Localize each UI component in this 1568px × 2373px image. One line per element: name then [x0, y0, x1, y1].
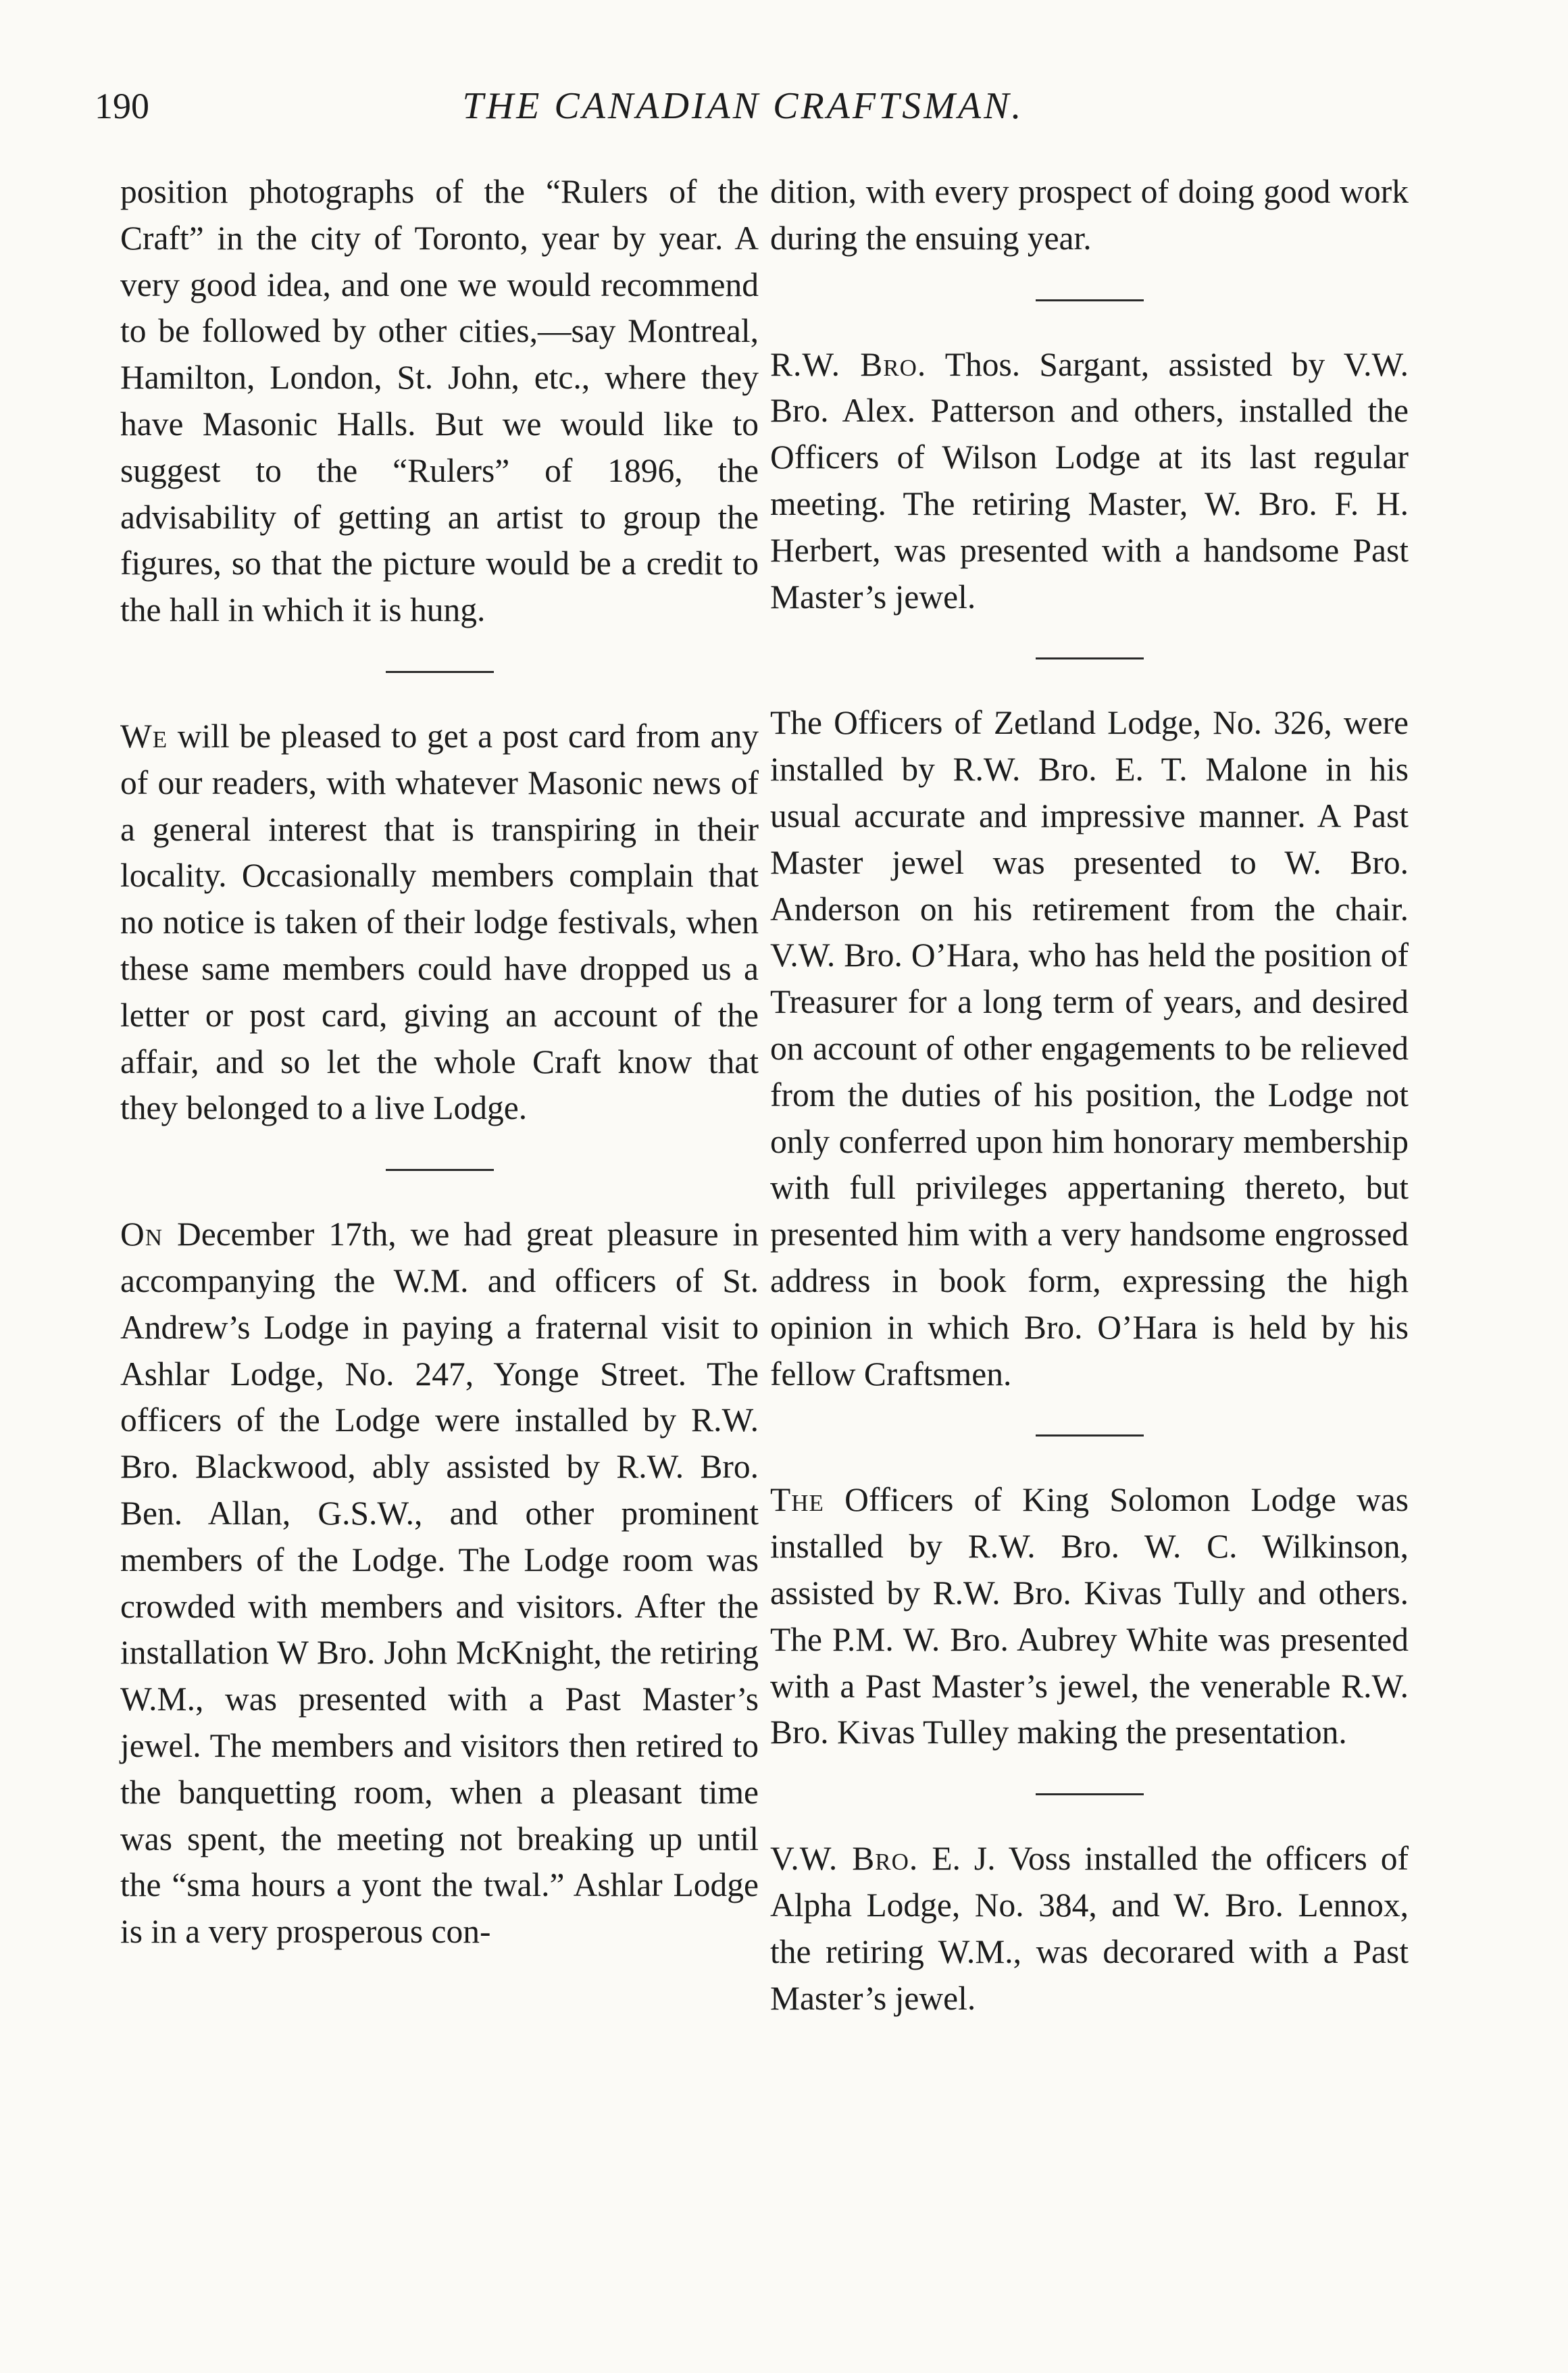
paragraph-ashlar-continued: dition, with every prospect of doing good work during the ensuing year. [770, 173, 1409, 257]
paragraph-lead-word: On [120, 1216, 163, 1253]
paragraph-lead-word: We [120, 717, 168, 755]
section-divider [386, 671, 494, 673]
paragraph-text: will be pleased to get a post card from any of our readers, with whatever Masonic news of a general interest that is transpiring in their locality. Occasionally members complain that no notice is taken of their lodge festivals, when these same members could have dropped us a letter or post card, giving an account of the affair, and so let the whole Craft know that they belonged to a live Lodge. [120, 717, 759, 1127]
paragraph-wilson-lodge [770, 342, 1409, 621]
paragraph-lead-word: R.W. Bro. [770, 345, 927, 383]
running-title: THE CANADIAN CRAFTSMAN. [462, 85, 1024, 127]
paragraph-post-card [120, 714, 759, 1132]
page-number: 190 [95, 86, 149, 126]
paragraph-lead-word: The [770, 1481, 824, 1519]
paragraph-alpha-lodge [770, 1836, 1409, 2022]
left-column [120, 169, 759, 1955]
page-header [95, 76, 1392, 136]
paragraph-ashlar-lodge [120, 1212, 759, 1955]
right-column [770, 169, 1409, 2022]
paragraph-lead-word: V.W. Bro. [770, 1840, 919, 1878]
paragraph-text: Officers of King Solomon Lodge was installed by R.W. Bro. W. C. Wilkinson, assisted by R.W. Bro. Kivas Tully and others. The P.M. W. Bro. Aubrey White was presented with a Past Master’s jewel, the venerable R.W. Bro. Kivas Tulley making the presentation. [770, 1481, 1409, 1751]
paragraph-text: E. J. Voss installed the officers of Alpha Lodge, No. 384, and W. Bro. Lennox, the retiring W.M., was decorared with a Past Master’s jewel. [770, 1840, 1409, 2017]
section-divider [1036, 1793, 1144, 1795]
paragraph-zetland-lodge: The Officers of Zetland Lodge, No. 326, were installed by R.W. Bro. E. T. Malone in his usual accurate and impressive manner. A Past Master jewel was presented to W. Bro. Anderson on his retirement from the chair. V.W. Bro. O’Hara, who has held the position of Treasurer for a long term of years, and desired on account of other engagements to be relieved from the duties of his position, the Lodge not only conferred upon him honorary membership with full privileges appertaning thereto, but presented him with a very handsome engrossed address in book form, expressing the high opinion in which Bro. O’Hara is held by his fellow Craftsmen. [770, 704, 1409, 1393]
paragraph-king-solomon-lodge [770, 1477, 1409, 1756]
paragraph-text: Thos. Sargant, assisted by V.W. Bro. Alex. Patterson and others, installed the Officers of Wilson Lodge at its last regular meeting. The retiring Master, W. Bro. F. H. Herbert, was presented with a handsome Past Master’s jewel. [770, 345, 1409, 616]
section-divider [1036, 657, 1144, 659]
section-divider [386, 1169, 494, 1171]
paragraph-text: December 17th, we had great pleasure in accompanying the W.M. and officers of St. Andrew’s Lodge in paying a fraternal visit to Ashlar Lodge, No. 247, Yonge Street. The officers of the Lodge were installed by R.W. Bro. Blackwood, ably assisted by R.W. Bro. Ben. Allan, G.S.W., and other prominent members of the Lodge. The Lodge room was crowded with members and visitors. After the installation W Bro. John McKnight, the retiring W.M., was presented with a Past Master’s jewel. The members and visitors then retired to the banquetting room, when a pleasant time was spent, the meeting not breaking up until the “sma hours a yont the twal.” Ashlar Lodge is in a very prosperous con- [120, 1216, 759, 1951]
section-divider [1036, 299, 1144, 301]
section-divider [1036, 1434, 1144, 1437]
paragraph-rulers-photographs: position photographs of the “Rulers of the Craft” in the city of Toronto, year by year. A very good idea, and one we would recommend to be followed by other cities,—say Montreal, Hamilton, London, St. John, etc., where they have Masonic Halls. But we would like to suggest to the “Rulers” of 1896, the advisability of getting an artist to group the figures, so that the picture would be a credit to the hall in which it is hung. [120, 173, 759, 629]
